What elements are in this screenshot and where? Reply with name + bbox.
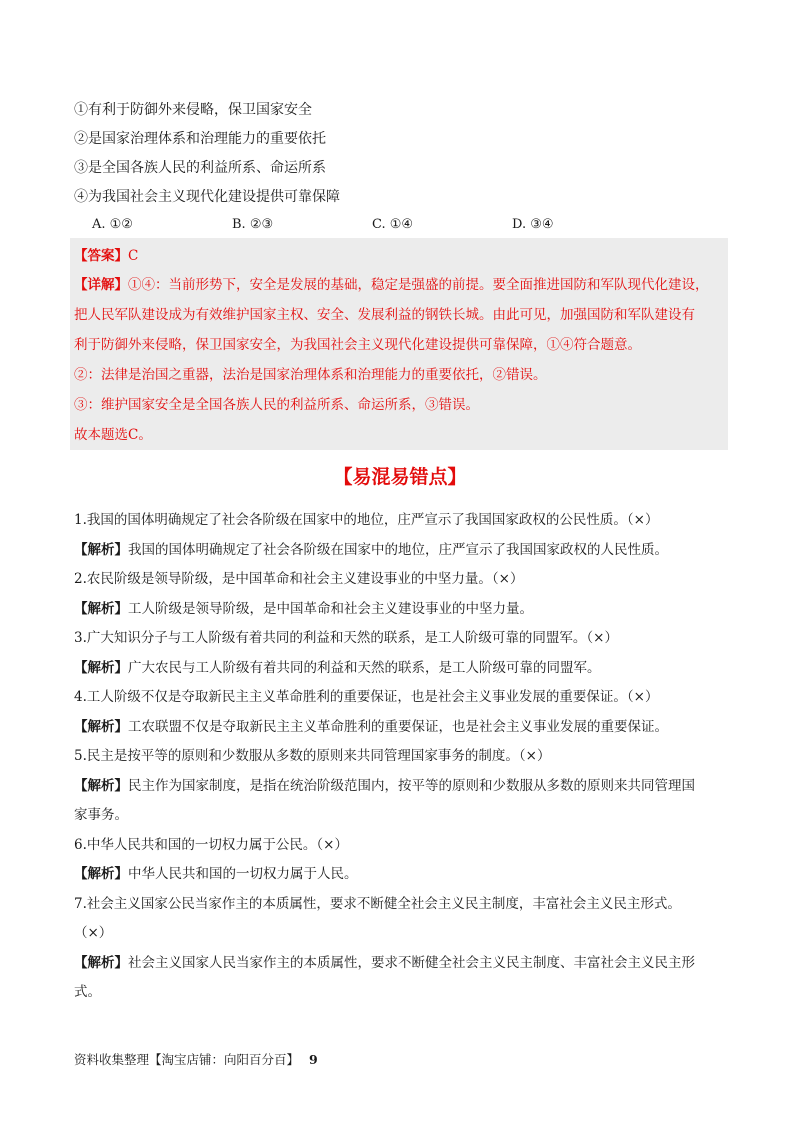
pitfall-analysis-5-cont: 家事务。 xyxy=(74,807,128,823)
detail-text-1: ①④：当前形势下，安全是发展的基础，稳定是强盛的前提。要全面推进国防和军队现代化建设， xyxy=(128,277,709,293)
pitfall-statement-6: 6.中华人民共和国的一切权力属于公民。（×） xyxy=(74,836,348,853)
analysis-label: 【解析】 xyxy=(74,659,128,676)
pitfall-analysis-5 xyxy=(74,772,734,802)
answer-label: 【答案】 xyxy=(74,248,128,264)
answer-choices xyxy=(74,212,734,238)
pitfalls-list xyxy=(74,506,734,1008)
answer-value: C xyxy=(128,248,139,264)
choice-d: D. ③④ xyxy=(512,217,554,232)
choice-a: A. ①② xyxy=(92,217,133,232)
statement-4: ④为我国社会主义现代化建设提供可靠保障 xyxy=(74,189,340,205)
pitfall-statement-7: 7.社会主义国家公民当家作主的本质属性，要求不断健全社会主义民主制度，丰富社会主义民主形式。 xyxy=(74,895,681,912)
pitfall-analysis-7 xyxy=(74,949,734,979)
detail-label: 【详解】 xyxy=(74,277,128,293)
answer-explanation-box xyxy=(70,238,728,450)
detail-line-5: ③：维护国家安全是全国各族人民的利益所系、命运所系，③错误。 xyxy=(74,397,479,413)
analysis-label: 【解析】 xyxy=(74,866,128,882)
pitfall-analysis-4 xyxy=(74,713,734,743)
analysis-text: 广大农民与工人阶级有着共同的利益和天然的联系，是工人阶级可靠的同盟军。 xyxy=(128,659,601,676)
page-footer xyxy=(74,1050,318,1070)
choice-c: C. ①④ xyxy=(372,217,414,232)
pitfall-statement-7-cont: （×） xyxy=(74,925,113,941)
pitfall-statement-3: 3.广大知识分子与工人阶级有着共同的利益和天然的联系，是工人阶级可靠的同盟军。（×） xyxy=(74,630,618,646)
pitfall-analysis-3 xyxy=(74,654,734,684)
analysis-text: 我国的国体明确规定了社会各阶级在国家中的地位，庄严宣示了我国国家政权的人民性质。 xyxy=(128,541,668,558)
pitfall-analysis-7-cont: 式。 xyxy=(74,984,101,1000)
statement-3: ③是全国各族人民的利益所系、命运所系 xyxy=(74,160,326,176)
analysis-text: 民主作为国家制度，是指在统治阶级范围内，按平等的原则和少数服从多数的原则来共同管理国 xyxy=(128,777,695,794)
question-statements xyxy=(74,96,734,238)
pitfall-statement-5: 5.民主是按平等的原则和少数服从多数的原则来共同管理国家事务的制度。（×） xyxy=(74,748,551,764)
analysis-label: 【解析】 xyxy=(74,718,128,735)
choice-b: B. ②③ xyxy=(232,217,274,232)
analysis-label: 【解析】 xyxy=(74,541,128,558)
pitfall-analysis-1 xyxy=(74,536,734,566)
detail-line-2: 把人民军队建设成为有效维护国家主权、安全、发展利益的钢铁长城。由此可见，加强国防和军队建设有 xyxy=(74,307,695,323)
pitfall-analysis-2 xyxy=(74,595,734,625)
analysis-label: 【解析】 xyxy=(74,777,128,794)
pitfall-statement-1: 1.我国的国体明确规定了社会各阶级在国家中的地位，庄严宣示了我国国家政权的公民性质。（×） xyxy=(74,512,659,528)
analysis-text: 工人阶级是领导阶级，是中国革命和社会主义建设事业的中坚力量。 xyxy=(128,600,533,617)
pitfall-statement-2: 2.农民阶级是领导阶级，是中国革命和社会主义建设事业的中坚力量。（×） xyxy=(74,571,524,587)
detail-line-1 xyxy=(74,270,724,300)
analysis-label: 【解析】 xyxy=(74,600,128,617)
detail-line-4: ②：法律是治国之重器，法治是国家治理体系和治理能力的重要依托，②错误。 xyxy=(74,367,547,383)
analysis-text: 中华人民共和国的一切权力属于人民。 xyxy=(128,866,358,882)
page-number: 9 xyxy=(309,1052,318,1067)
footer-source: 资料收集整理【淘宝店铺：向阳百分百】 xyxy=(74,1052,300,1067)
detail-line-3: 利于防御外来侵略，保卫国家安全，为我国社会主义现代化建设提供可靠保障，①④符合题意。 xyxy=(74,337,641,353)
section-title: 【易混易错点】 xyxy=(333,466,467,488)
analysis-label: 【解析】 xyxy=(74,954,128,971)
statement-2: ②是国家治理体系和治理能力的重要依托 xyxy=(74,131,326,147)
answer-line xyxy=(74,242,724,270)
analysis-text: 社会主义国家人民当家作主的本质属性，要求不断健全社会主义民主制度、丰富社会主义民主形 xyxy=(128,954,695,971)
pitfall-statement-4: 4.工人阶级不仅是夺取新民主主义革命胜利的重要保证，也是社会主义事业发展的重要保证。（×） xyxy=(74,689,659,705)
analysis-text: 工农联盟不仅是夺取新民主主义革命胜利的重要保证，也是社会主义事业发展的重要保证。 xyxy=(128,718,668,735)
detail-line-6: 故本题选C。 xyxy=(74,427,152,443)
pitfall-analysis-6 xyxy=(74,860,734,890)
statement-1: ①有利于防御外来侵略，保卫国家安全 xyxy=(74,102,312,118)
